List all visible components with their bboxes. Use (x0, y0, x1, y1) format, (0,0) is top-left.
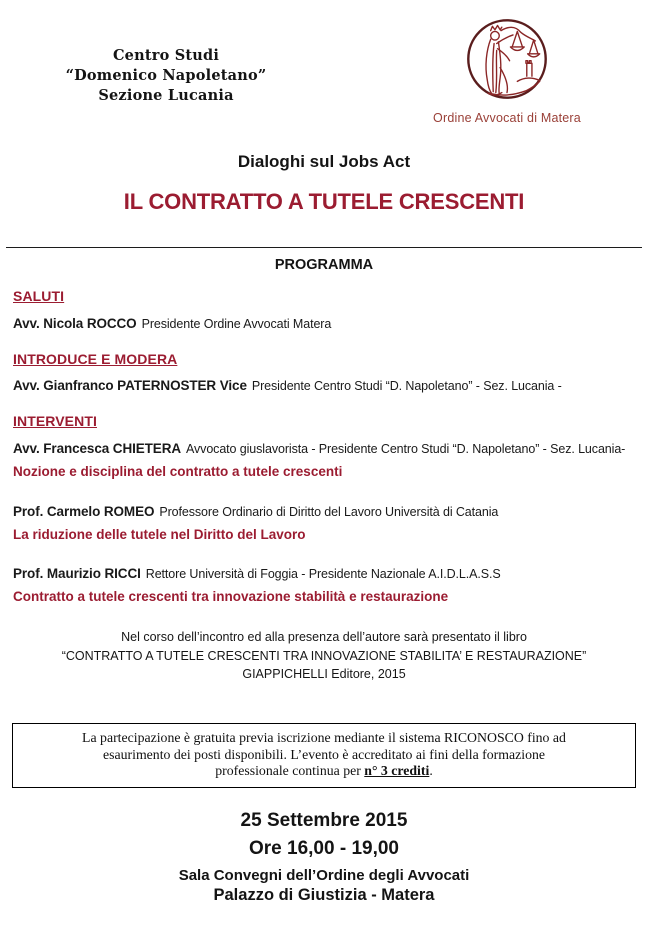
book-note-line-1: Nel corso dell’incontro ed alla presenza dell’autore sarà presentato il libro (121, 630, 527, 644)
justice-figure-with-scales-icon (464, 16, 550, 102)
section-heading-saluti: SALUTI (13, 288, 65, 304)
speaker-line-paternoster (13, 378, 562, 393)
speaker-line-rocco (13, 316, 331, 331)
registration-line-2: esaurimento dei posti disponibili. L’evento è accreditato ai fini della formazione (103, 746, 545, 762)
speaker-role: Presidente Ordine Avvocati Matera (141, 317, 332, 331)
speaker-role: Avvocato giuslavorista - Presidente Centro Studi “D. Napoletano” - Sez. Lucania- (186, 442, 626, 456)
topic-line: Nozione e disciplina del contratto a tutele crescenti (13, 464, 343, 479)
registration-box (12, 723, 636, 788)
registration-line-3-suffix: . (429, 763, 433, 778)
book-note (0, 628, 648, 684)
series-title: Dialoghi sul Jobs Act (237, 152, 411, 171)
organizer-line-2: “Domenico Napoletano” (65, 67, 267, 84)
speaker-name: Prof. Carmelo ROMEO (13, 504, 155, 519)
event-title: IL CONTRATTO A TUTELE CRESCENTI (123, 189, 525, 214)
speaker-role: Rettore Università di Foggia - Presidente Nazionale A.I.D.L.A.S.S (145, 567, 501, 581)
speaker-role: Presidente Centro Studi “D. Napoletano” - Sez. Lucania - (251, 379, 562, 393)
logo-caption: Ordine Avvocati di Matera (433, 111, 581, 125)
book-note-line-2: “CONTRATTO A TUTELE CRESCENTI TRA INNOVAZIONE STABILITA’ E RESTAURAZIONE” (61, 648, 587, 663)
speaker-name: Avv. Gianfranco PATERNOSTER Vice (13, 378, 247, 393)
organizer-block (30, 46, 302, 106)
registration-line-3-prefix: professionale continua per (215, 763, 365, 778)
topic-line: Contratto a tutele crescenti tra innovazione stabilità e restaurazione (13, 589, 449, 604)
speaker-name: Avv. Francesca CHIETERA (13, 441, 182, 456)
registration-line-3 (47, 763, 601, 780)
event-date: 25 Settembre 2015 (240, 810, 408, 831)
divider-rule (6, 247, 642, 248)
event-time: Ore 16,00 - 19,00 (249, 838, 399, 859)
book-note-line-3: GIAPPICHELLI Editore, 2015 (242, 667, 406, 681)
speaker-name: Avv. Nicola ROCCO (13, 316, 137, 331)
organizer-line-3: Sezione Lucania (98, 87, 234, 104)
speaker-line-romeo (13, 504, 498, 519)
speaker-line-chietera (13, 441, 625, 456)
topic-line: La riduzione delle tutele nel Diritto del Lavoro (13, 527, 306, 542)
speaker-name: Prof. Maurizio RICCI (13, 566, 141, 581)
section-heading-modera: INTRODUCE E MODERA (13, 351, 178, 367)
program-heading: PROGRAMMA (274, 257, 374, 273)
bar-association-logo (427, 16, 587, 125)
speaker-role: Professore Ordinario di Diritto del Lavoro Università di Catania (159, 505, 499, 519)
organizer-line-1: Centro Studi (112, 47, 220, 64)
speaker-line-ricci (13, 566, 501, 581)
event-location: Palazzo di Giustizia - Matera (213, 886, 435, 904)
registration-line-1: La partecipazione è gratuita previa iscrizione mediante il sistema RICONOSCO fino ad (82, 730, 566, 745)
section-heading-interventi: INTERVENTI (13, 413, 97, 429)
event-venue: Sala Convegni dell’Ordine degli Avvocati (178, 867, 470, 884)
credits-highlight: n° 3 crediti (364, 763, 430, 778)
